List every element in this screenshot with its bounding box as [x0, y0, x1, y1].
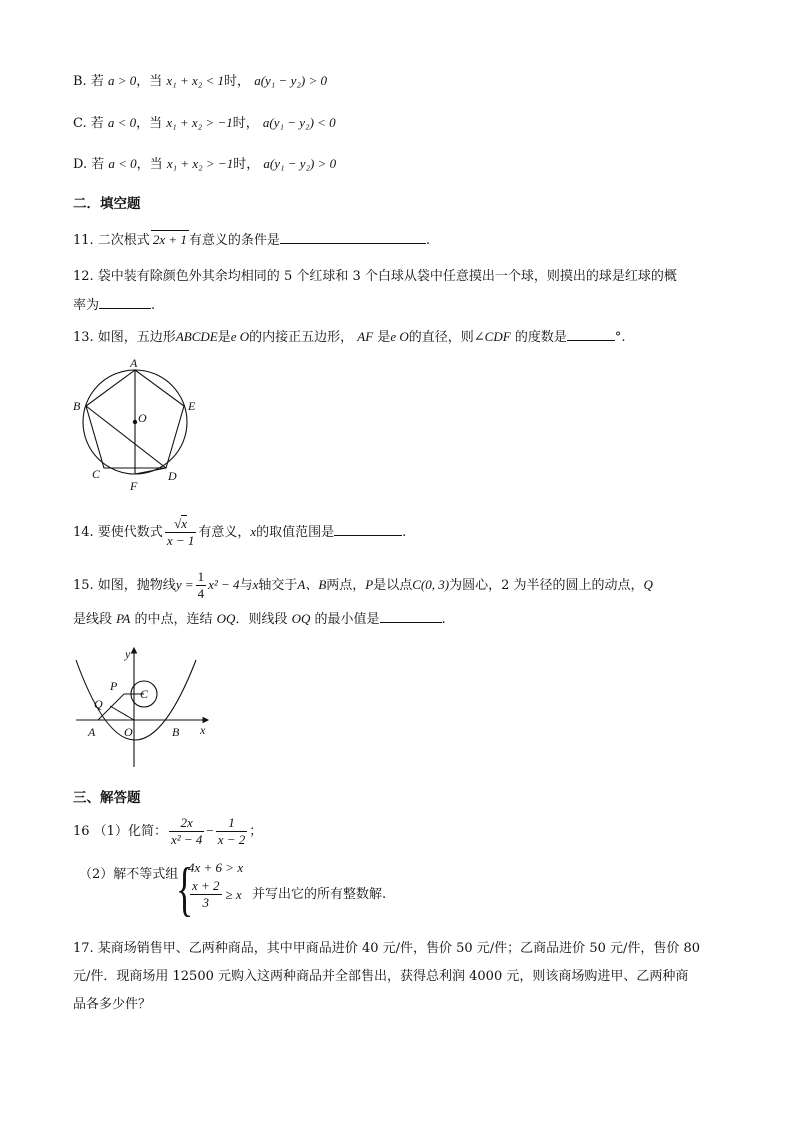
label-y: y [125, 647, 131, 661]
label-p: P [110, 679, 118, 693]
question-16-part2-label: （2）解不等式组 [79, 867, 179, 882]
fraction-one-quarter: $\frac{1}{4}$ [197, 569, 205, 601]
question-12-line1: 12. 袋中装有除颜色外其余均相同的 5 个红球和 3 个白球从袋中任意摸出一个球，则摸出的球是红球的概 [73, 269, 677, 284]
label-q: Q [94, 697, 103, 711]
question-17-line3: 品各多少件？ [73, 997, 152, 1012]
label-o-origin: O [124, 725, 133, 739]
answer-blank-14[interactable] [334, 523, 402, 536]
radical: 2x + 1 [152, 232, 187, 247]
answer-blank-13[interactable] [567, 328, 615, 341]
question-17-line2: 元/件．现商场用 12500 元购入这两种商品并全部售出，获得总利润 4000 元，则该商场购进甲、乙两种商 [73, 969, 689, 984]
center-o-dot [133, 420, 137, 424]
answer-blank-11[interactable] [280, 231, 426, 244]
fraction-1: $\frac{1}{x - 2}$ [217, 815, 246, 847]
answer-blank-12[interactable] [99, 296, 151, 309]
label-x: x [200, 723, 206, 737]
option-c: C. 若 a < 0，当 x₁ + x₂ > −1时， a(y₁ − y₂) < 0 [73, 115, 336, 131]
option-b: B. 若 a > 0，当 x₁ + x₂ < 1时， a(y₁ − y₂) > 0 [73, 73, 327, 89]
question-16-part1: 16 （1）化简： $\frac{2x}{\text{x² − 4}}$ − $\frac{1}{x - 2}$ ； [73, 815, 263, 847]
brace-icon: { [176, 856, 194, 922]
segment-fd [135, 468, 166, 474]
segment-oq [110, 706, 134, 720]
question-17-line1: 17. 某商场销售甲、乙两种商品，其中甲商品进价 40 元/件，售价 50 元/件；乙商品进价 50 元/件，售价 80 [73, 941, 701, 956]
figure-pentagon-in-circle [70, 356, 210, 496]
question-14: 14. 要使代数式 $\frac{√x}{x - 1}$ 有意义，x的取值范围是 . [73, 516, 407, 548]
question-12-line2: 率为 . [73, 298, 156, 313]
label-b: B [73, 399, 81, 413]
inequality-1: 4x + 6 > x [188, 860, 244, 875]
question-13: 13. 如图，五边形ABCDE是e O的内接正五边形， AF 是e O的直径，则∠CDF 的度数是 °. [73, 329, 626, 345]
section-fill-blank-heading: 二．填空题 [73, 196, 141, 212]
fraction-sqrtx-over-x-1: $\frac{√x}{x - 1}$ [166, 516, 195, 548]
label-c: C [92, 467, 101, 481]
inequality-2: $\frac{x + 2}{3}$ ≥ x [192, 878, 242, 910]
question-16-part2-tail: 并写出它的所有整数解. [252, 887, 387, 902]
question-15-line2: 是线段 PA 的中点，连结 OQ．则线段 OQ 的最小值是 . [73, 611, 446, 627]
label-a: A [130, 356, 138, 370]
label-b-point: B [172, 725, 180, 739]
label-c-center: C [140, 687, 149, 701]
label-e: E [188, 399, 196, 413]
question-11: 11. 二次根式 2x + 1 有意义的条件是 . [73, 232, 431, 248]
question-15-line1: 15. 如图，抛物线y = $\frac{1}{4}$ x² − 4与x轴交于A、B两点，P是以点C(0, 3)为圆心，2 为半径的圆上的动点，Q [73, 569, 653, 601]
label-d: D [168, 469, 177, 483]
answer-blank-15[interactable] [380, 610, 442, 623]
option-d: D. 若 a < 0，当 x₁ + x₂ > −1时， a(y₁ − y₂) > 0 [73, 156, 337, 172]
label-o: O [138, 411, 147, 425]
fraction-2x: $\frac{2x}{\text{x² − 4}}$ [170, 815, 203, 847]
label-a-point: A [88, 725, 96, 739]
figure-parabola-circle [68, 642, 218, 772]
label-f: F [130, 479, 138, 493]
section-solve-heading: 三、解答题 [73, 790, 141, 806]
